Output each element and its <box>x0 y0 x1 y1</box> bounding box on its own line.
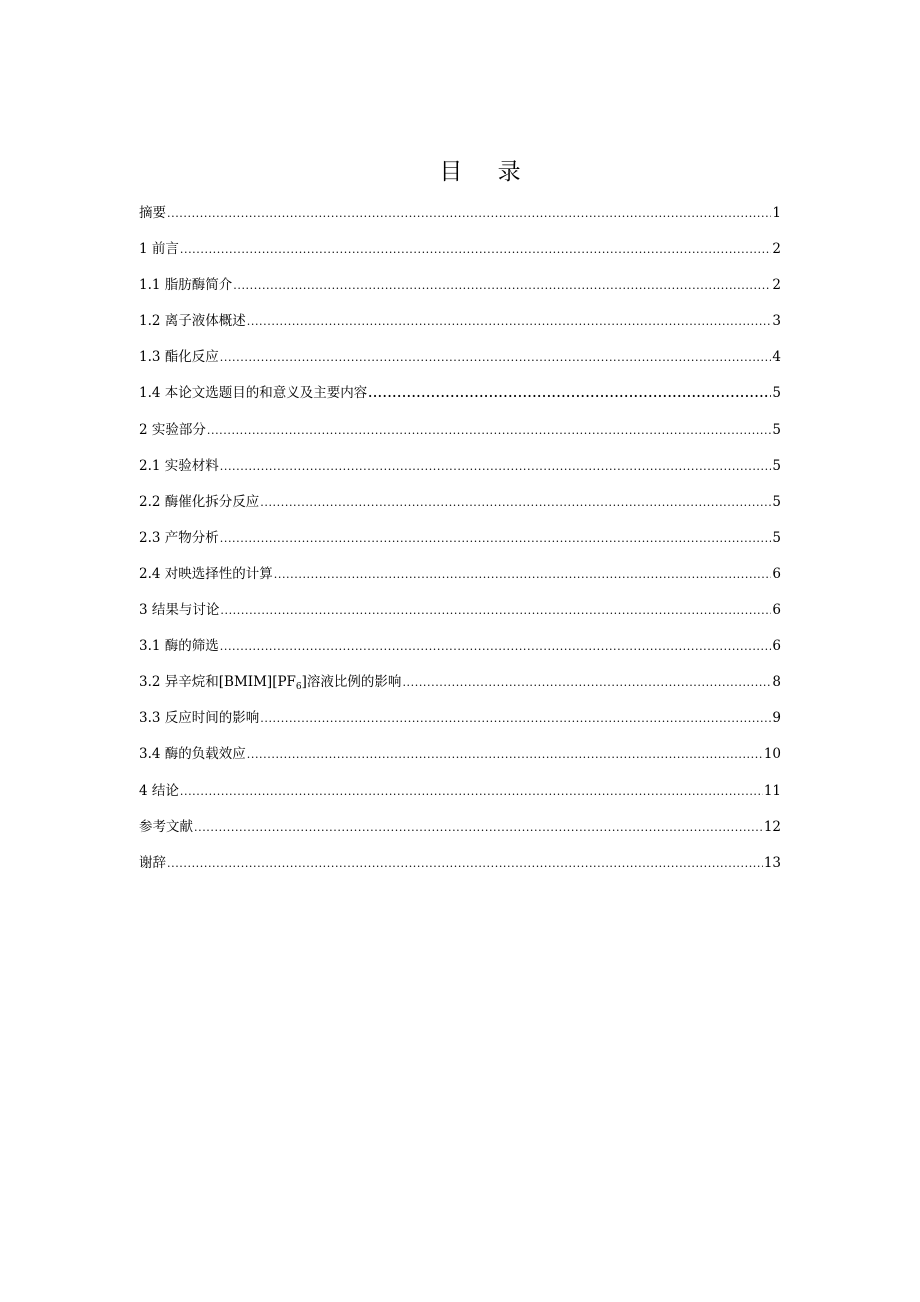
toc-list <box>139 203 781 889</box>
toc-entry[interactable] <box>139 239 781 275</box>
toc-entry[interactable] <box>139 744 781 780</box>
toc-entry[interactable] <box>139 203 781 239</box>
toc-dot-leader <box>247 312 772 332</box>
toc-entry-label: 摘要 <box>139 205 166 221</box>
toc-entry-label-post: ]溶液比例的影响 <box>301 674 402 691</box>
toc-entry-page: 8 <box>772 674 781 691</box>
toc-entry-page: 2 <box>772 241 781 258</box>
toc-entry-page: 10 <box>763 746 781 763</box>
toc-entry[interactable] <box>139 420 781 456</box>
toc-dot-leader <box>274 565 772 585</box>
toc-entry[interactable] <box>139 708 781 744</box>
toc-entry-page: 1 <box>772 205 781 221</box>
toc-entry-page: 2 <box>772 277 781 294</box>
toc-entry[interactable] <box>139 600 781 636</box>
toc-dot-leader <box>260 709 771 729</box>
toc-dot-leader <box>260 493 771 513</box>
toc-entry[interactable] <box>139 781 781 817</box>
toc-entry-label <box>139 672 401 692</box>
toc-entry[interactable] <box>139 636 781 672</box>
toc-dot-leader <box>247 745 763 765</box>
toc-entry-page: 5 <box>772 493 781 510</box>
toc-entry-label: 谢辞 <box>139 854 166 871</box>
toc-title: 目 录 <box>439 159 535 185</box>
toc-entry[interactable] <box>139 817 781 853</box>
toc-entry[interactable] <box>139 672 781 708</box>
toc-entry-label: 3.4 酶的负载效应 <box>139 746 246 763</box>
toc-entry[interactable] <box>139 456 781 492</box>
toc-entry[interactable] <box>139 528 781 564</box>
toc-entry-page: 6 <box>772 638 781 655</box>
toc-entry[interactable] <box>139 275 781 311</box>
toc-entry-label: 3 结果与讨论 <box>139 602 220 619</box>
toc-entry[interactable] <box>139 492 781 528</box>
toc-entry-page: 9 <box>772 710 781 727</box>
toc-dot-leader <box>220 529 772 549</box>
toc-entry-label-subscript: 6 <box>295 682 302 693</box>
toc-dot-leader <box>167 204 771 224</box>
toc-dot-leader <box>220 637 772 657</box>
toc-dot-leader <box>194 818 763 838</box>
toc-entry-label: 3.1 酶的筛选 <box>139 638 219 655</box>
toc-entry[interactable] <box>139 564 781 600</box>
toc-entry-page: 5 <box>772 421 781 438</box>
toc-entry-label: 参考文献 <box>139 818 193 835</box>
toc-dot-leader <box>220 601 771 621</box>
toc-dot-leader <box>207 421 772 441</box>
toc-entry-page: 3 <box>772 313 781 330</box>
toc-dot-leader <box>402 673 771 693</box>
toc-entry-page: 12 <box>763 818 781 835</box>
toc-entry-page: 5 <box>772 457 781 474</box>
toc-entry-label: 2.3 产物分析 <box>139 529 219 546</box>
toc-dot-leader <box>167 854 763 874</box>
toc-entry[interactable] <box>139 347 781 383</box>
toc-dot-leader <box>220 457 772 477</box>
toc-entry-label: 1.3 酯化反应 <box>139 349 219 366</box>
toc-dot-leader <box>233 276 771 296</box>
toc-entry[interactable] <box>139 311 781 347</box>
toc-entry-label-pre: 3.2 异辛烷和[BMIM][PF <box>139 674 296 691</box>
toc-entry-page: 5 <box>772 385 781 402</box>
toc-entry-page: 4 <box>772 349 781 366</box>
toc-entry-page: 5 <box>772 529 781 546</box>
toc-entry-page: 6 <box>772 565 781 582</box>
toc-entry-page: 11 <box>763 782 781 799</box>
toc-entry-page: 6 <box>772 602 781 619</box>
toc-dot-leader <box>368 384 771 404</box>
toc-dot-leader <box>180 782 763 802</box>
toc-dot-leader <box>220 348 772 368</box>
toc-entry-label: 1.4 本论文选题目的和意义及主要内容 <box>139 385 368 402</box>
toc-entry[interactable] <box>139 383 781 419</box>
toc-entry-page: 13 <box>763 854 781 871</box>
toc-entry-label: 2.1 实验材料 <box>139 457 219 474</box>
toc-entry-label: 3.3 反应时间的影响 <box>139 710 260 727</box>
toc-dot-leader <box>180 240 772 260</box>
toc-entry-label: 1.1 脂肪酶简介 <box>139 277 233 294</box>
toc-entry-label: 2.2 酶催化拆分反应 <box>139 493 260 510</box>
toc-entry-label: 1.2 离子液体概述 <box>139 313 246 330</box>
toc-entry-label: 2 实验部分 <box>139 421 206 438</box>
toc-entry-label: 4 结论 <box>139 782 179 799</box>
toc-entry-label: 2.4 对映选择性的计算 <box>139 565 273 582</box>
toc-entry-label: 1 前言 <box>139 241 179 258</box>
toc-entry[interactable] <box>139 853 781 889</box>
